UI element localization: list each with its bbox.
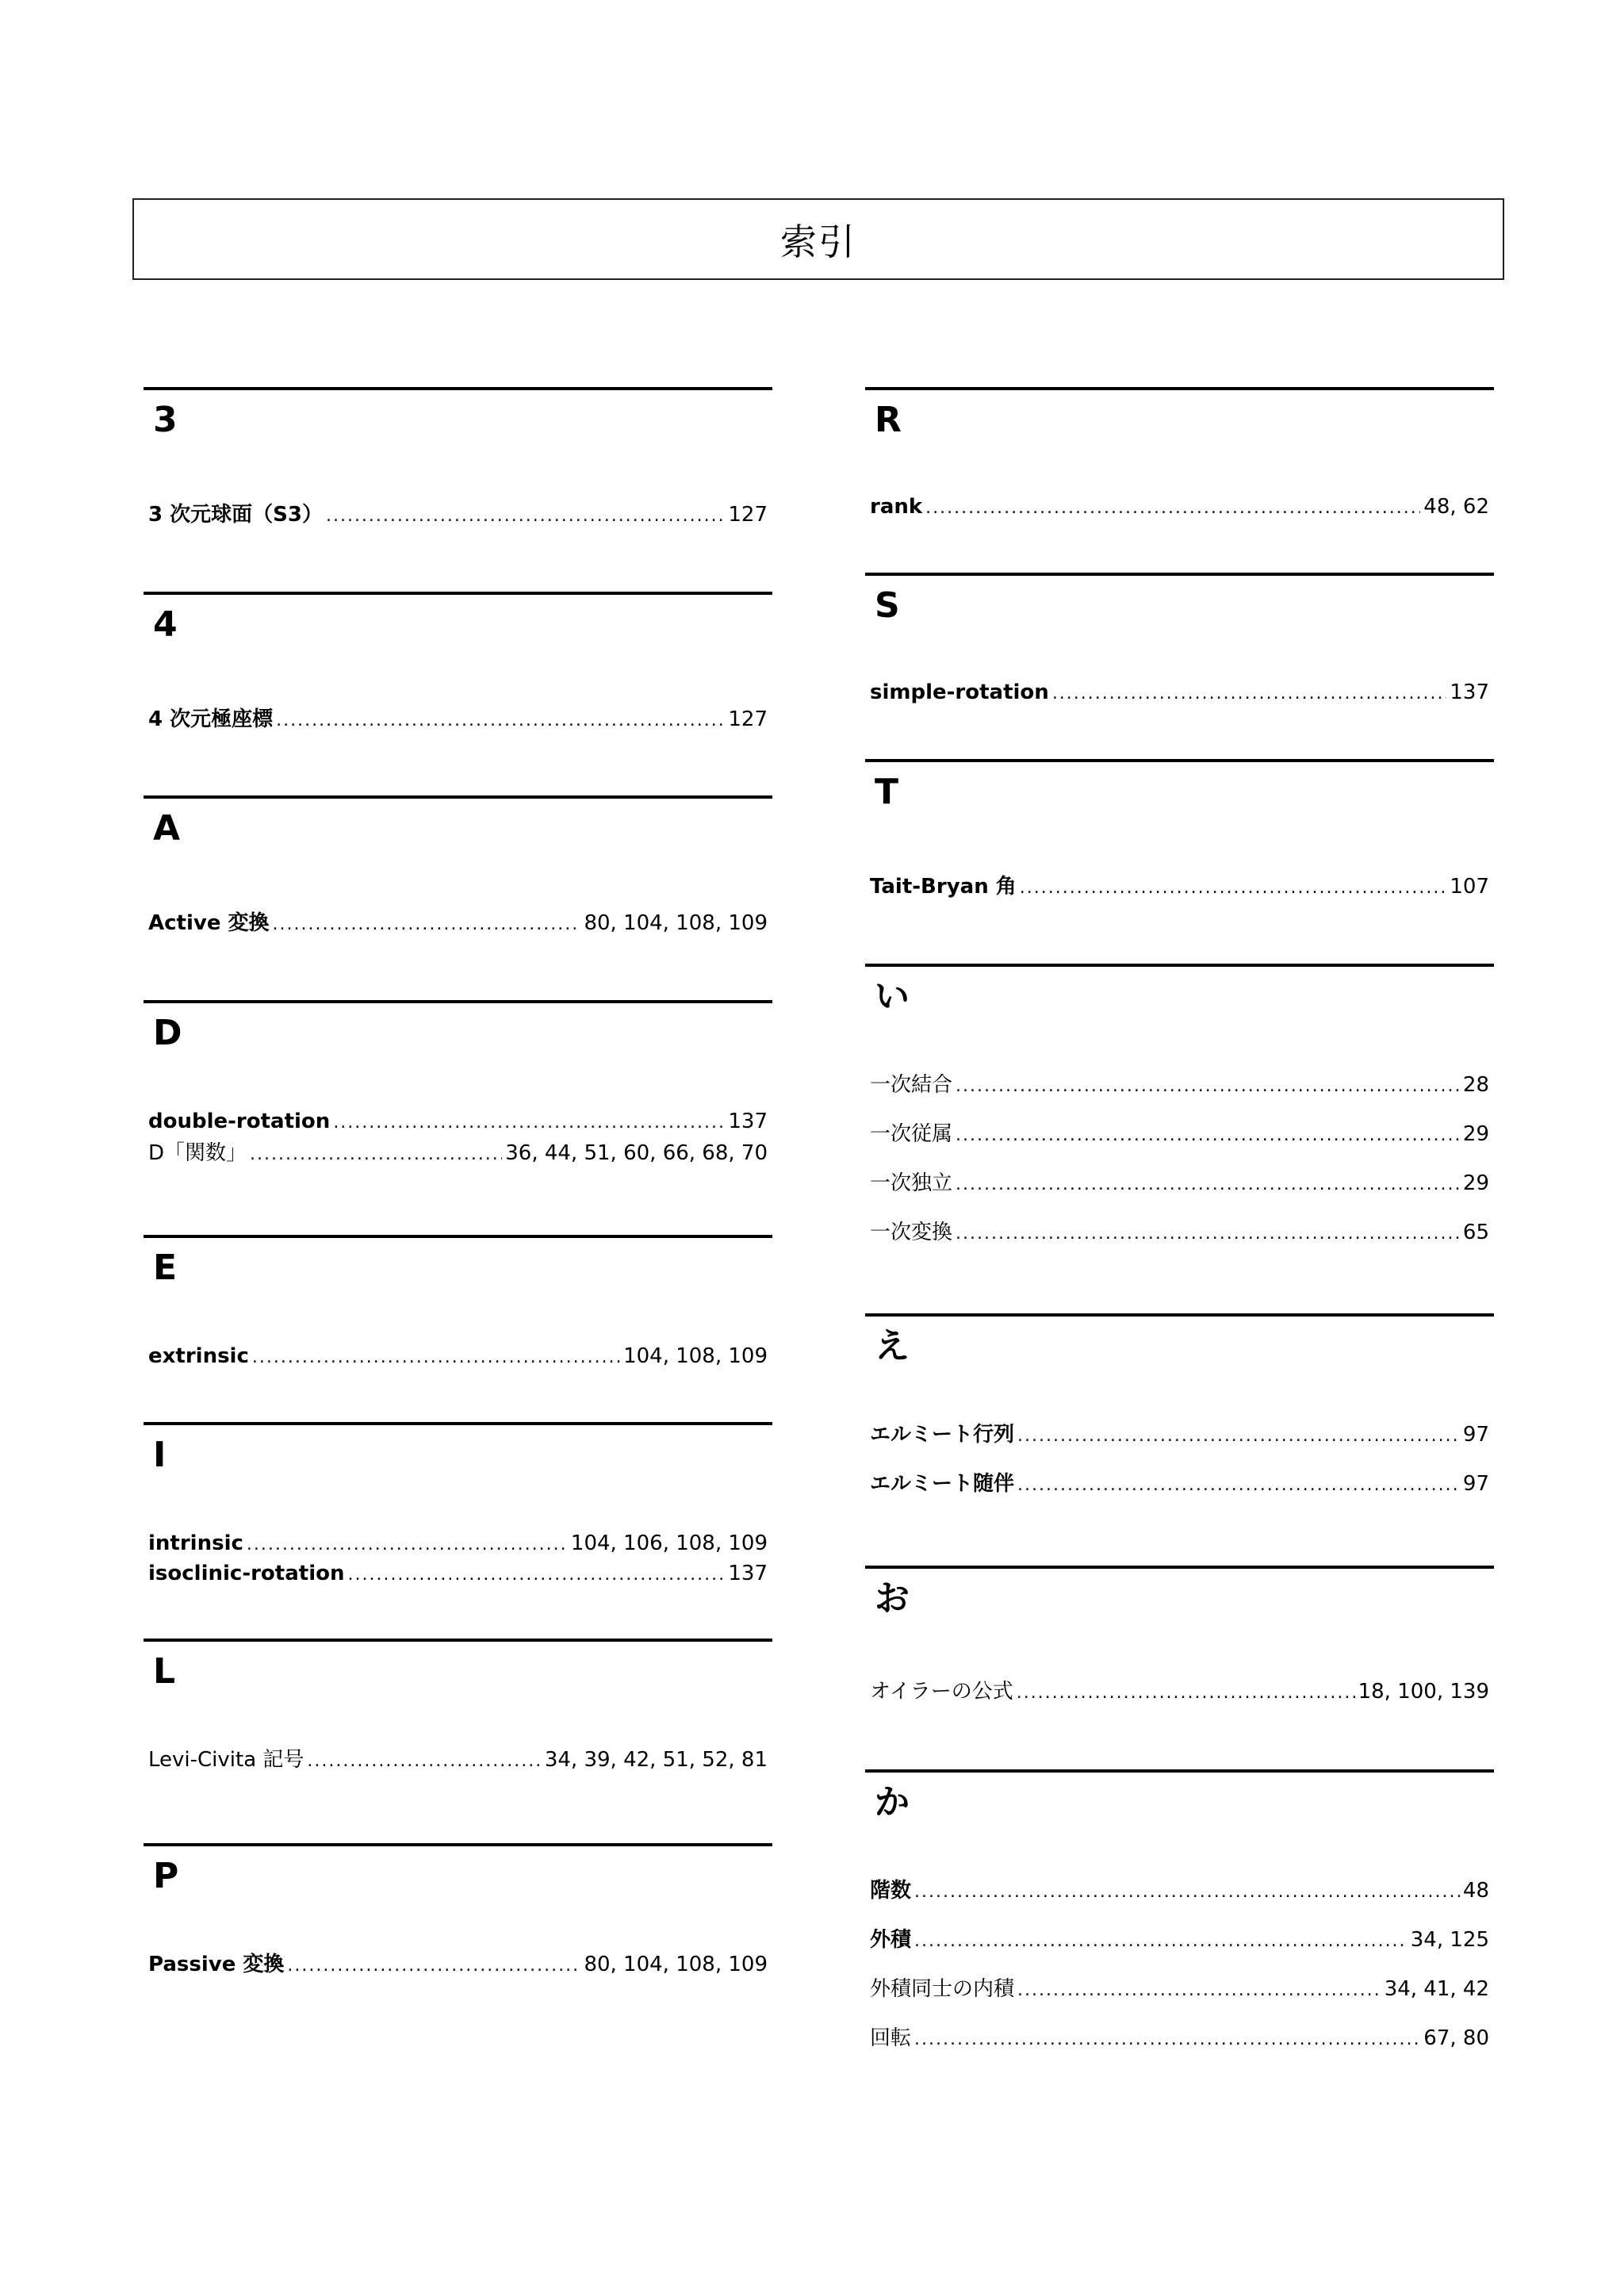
index-entry xyxy=(870,1880,1489,1901)
index-section xyxy=(865,1566,1494,1704)
entry-list xyxy=(870,1681,1489,1713)
index-section xyxy=(865,759,1494,899)
index-entry xyxy=(148,1563,768,1584)
dot-leader xyxy=(925,500,1420,517)
entry-term: rank xyxy=(870,495,923,519)
section-rule xyxy=(865,387,1494,390)
dot-leader xyxy=(326,508,725,525)
entry-pages: 29 xyxy=(1462,1171,1489,1195)
entry-pages: 18, 100, 139 xyxy=(1358,1680,1489,1704)
entry-pages: 137 xyxy=(728,1110,768,1133)
entry-list xyxy=(148,1750,768,1781)
index-title-box xyxy=(132,198,1504,280)
entry-term: extrinsic xyxy=(148,1344,249,1368)
entry-pages: 34, 39, 42, 51, 52, 81 xyxy=(544,1748,768,1772)
section-heading: P xyxy=(153,1856,179,1896)
section-heading: い xyxy=(875,976,910,1017)
entry-pages: 36, 44, 51, 60, 66, 68, 70 xyxy=(505,1141,768,1165)
section-heading: お xyxy=(875,1578,910,1619)
index-entry xyxy=(870,1979,1489,1999)
index-entry xyxy=(870,1681,1489,1702)
index-entry xyxy=(870,2028,1489,2049)
entry-term: intrinsic xyxy=(148,1531,243,1555)
entry-pages: 65 xyxy=(1462,1221,1489,1244)
entry-term: オイラーの公式 xyxy=(870,1680,1013,1704)
dot-leader xyxy=(1052,685,1447,703)
entry-term: 回転 xyxy=(870,2026,912,2050)
index-section xyxy=(865,1769,1494,2050)
entry-list xyxy=(870,876,1489,908)
index-section xyxy=(144,592,772,731)
entry-list xyxy=(870,1424,1489,1523)
entry-pages: 67, 80 xyxy=(1423,2026,1489,2050)
section-heading: R xyxy=(875,400,902,440)
entry-pages: 137 xyxy=(728,1562,768,1585)
dot-leader xyxy=(247,1536,568,1554)
entry-pages: 80, 104, 108, 109 xyxy=(584,1953,768,1976)
entry-list xyxy=(870,682,1489,714)
index-entry xyxy=(870,1173,1489,1194)
entry-pages: 28 xyxy=(1462,1073,1489,1097)
dot-leader xyxy=(956,1127,1460,1144)
entry-list xyxy=(148,1533,768,1595)
entry-list xyxy=(148,1954,768,1986)
entry-term: 外積 xyxy=(870,1928,912,1952)
entry-pages: 104, 106, 108, 109 xyxy=(570,1531,768,1555)
entry-term: 3 次元球面（S3） xyxy=(148,503,323,527)
index-section xyxy=(144,795,772,935)
index-entry xyxy=(148,1750,768,1770)
section-heading: 3 xyxy=(153,400,178,440)
entry-term: simple-rotation xyxy=(870,680,1049,704)
dot-leader xyxy=(250,1146,502,1163)
index-section xyxy=(144,387,772,527)
section-rule xyxy=(144,1639,772,1642)
index-section xyxy=(144,1843,772,1976)
entry-pages: 34, 41, 42 xyxy=(1384,1977,1489,2001)
entry-term: 4 次元極座標 xyxy=(148,707,274,731)
index-section xyxy=(865,387,1494,519)
entry-term: 一次独立 xyxy=(870,1171,953,1195)
entry-pages: 34, 125 xyxy=(1410,1928,1489,1952)
entry-pages: 104, 108, 109 xyxy=(623,1344,768,1368)
entry-term: Passive 変換 xyxy=(148,1953,285,1976)
section-rule xyxy=(865,1566,1494,1569)
entry-term: Tait-Bryan 角 xyxy=(870,875,1017,899)
section-rule xyxy=(865,964,1494,967)
index-entry xyxy=(148,1533,768,1554)
entry-list xyxy=(148,504,768,536)
section-rule xyxy=(144,1422,772,1425)
index-entry xyxy=(148,709,768,730)
entry-pages: 48, 62 xyxy=(1423,495,1489,519)
entry-pages: 29 xyxy=(1462,1122,1489,1146)
index-entry xyxy=(148,504,768,525)
index-section xyxy=(865,964,1494,1244)
index-entry xyxy=(148,1143,768,1163)
dot-leader xyxy=(287,1957,580,1975)
dot-leader xyxy=(1017,1428,1460,1445)
index-section xyxy=(144,1235,772,1368)
section-heading: え xyxy=(875,1326,910,1366)
section-rule xyxy=(144,387,772,390)
dot-leader xyxy=(956,1176,1460,1194)
entry-term: double-rotation xyxy=(148,1110,331,1133)
section-heading: A xyxy=(153,808,181,849)
entry-pages: 97 xyxy=(1462,1423,1489,1447)
index-entry xyxy=(148,1954,768,1975)
section-rule xyxy=(144,1843,772,1846)
section-rule xyxy=(865,1313,1494,1317)
dot-leader xyxy=(333,1114,725,1132)
dot-leader xyxy=(1017,1477,1460,1494)
dot-leader xyxy=(1017,1685,1355,1702)
index-entry xyxy=(870,682,1489,703)
index-entry xyxy=(870,876,1489,897)
section-heading: I xyxy=(153,1435,167,1475)
section-heading: T xyxy=(875,772,899,812)
section-heading: S xyxy=(875,585,900,626)
section-rule xyxy=(144,795,772,799)
entry-list xyxy=(870,1880,1489,2077)
entry-pages: 137 xyxy=(1450,680,1489,704)
section-heading: E xyxy=(153,1248,178,1288)
index-entry xyxy=(870,1930,1489,1950)
section-rule xyxy=(865,1769,1494,1773)
index-section xyxy=(865,1313,1494,1496)
entry-pages: 127 xyxy=(728,707,768,731)
entry-term: エルミート行列 xyxy=(870,1423,1015,1447)
entry-list xyxy=(148,1346,768,1378)
section-rule xyxy=(865,573,1494,576)
index-section xyxy=(865,573,1494,704)
entry-pages: 48 xyxy=(1462,1879,1489,1903)
entry-list xyxy=(870,1075,1489,1271)
dot-leader xyxy=(1020,880,1447,897)
section-rule xyxy=(144,592,772,595)
index-section xyxy=(144,1000,772,1165)
section-rule xyxy=(865,759,1494,762)
section-heading: D xyxy=(153,1013,182,1053)
entry-pages: 97 xyxy=(1462,1472,1489,1496)
section-heading: か xyxy=(875,1782,910,1823)
entry-pages: 127 xyxy=(728,503,768,527)
entry-term: 一次変換 xyxy=(870,1221,953,1244)
entry-term: Active 変換 xyxy=(148,911,270,935)
dot-leader xyxy=(956,1078,1460,1095)
entry-term: D「関数」 xyxy=(148,1141,247,1165)
entry-term: 外積同士の内積 xyxy=(870,1977,1015,2001)
entry-list xyxy=(148,913,768,945)
index-entry xyxy=(870,1222,1489,1243)
entry-term: 一次従属 xyxy=(870,1122,953,1146)
dot-leader xyxy=(276,712,725,730)
dot-leader xyxy=(1017,1982,1381,1999)
index-entry xyxy=(870,496,1489,517)
entry-list xyxy=(870,496,1489,528)
entry-term: 階数 xyxy=(870,1879,912,1903)
index-section xyxy=(144,1422,772,1585)
section-heading: L xyxy=(153,1651,176,1692)
index-entry xyxy=(870,1474,1489,1494)
entry-term: isoclinic-rotation xyxy=(148,1562,345,1585)
dot-leader xyxy=(914,1884,1460,1901)
index-entry xyxy=(870,1424,1489,1445)
index-entry xyxy=(148,913,768,933)
entry-pages: 80, 104, 108, 109 xyxy=(584,911,768,935)
dot-leader xyxy=(347,1566,725,1584)
entry-term: Levi-Civita 記号 xyxy=(148,1748,304,1772)
index-entry xyxy=(870,1075,1489,1095)
index-section xyxy=(144,1639,772,1772)
dot-leader xyxy=(252,1349,620,1366)
page-title: 索引 xyxy=(780,220,856,263)
dot-leader xyxy=(273,916,581,933)
section-rule xyxy=(144,1235,772,1238)
entry-pages: 107 xyxy=(1450,875,1489,899)
dot-leader xyxy=(914,2031,1420,2049)
index-entry xyxy=(148,1111,768,1132)
section-rule xyxy=(144,1000,772,1003)
entry-term: エルミート随伴 xyxy=(870,1472,1015,1496)
index-entry xyxy=(870,1124,1489,1144)
dot-leader xyxy=(956,1225,1460,1243)
entry-list xyxy=(148,1111,768,1175)
dot-leader xyxy=(914,1933,1408,1950)
dot-leader xyxy=(307,1753,541,1770)
entry-list xyxy=(148,709,768,741)
index-entry xyxy=(148,1346,768,1366)
section-heading: 4 xyxy=(153,604,178,645)
entry-term: 一次結合 xyxy=(870,1073,953,1097)
